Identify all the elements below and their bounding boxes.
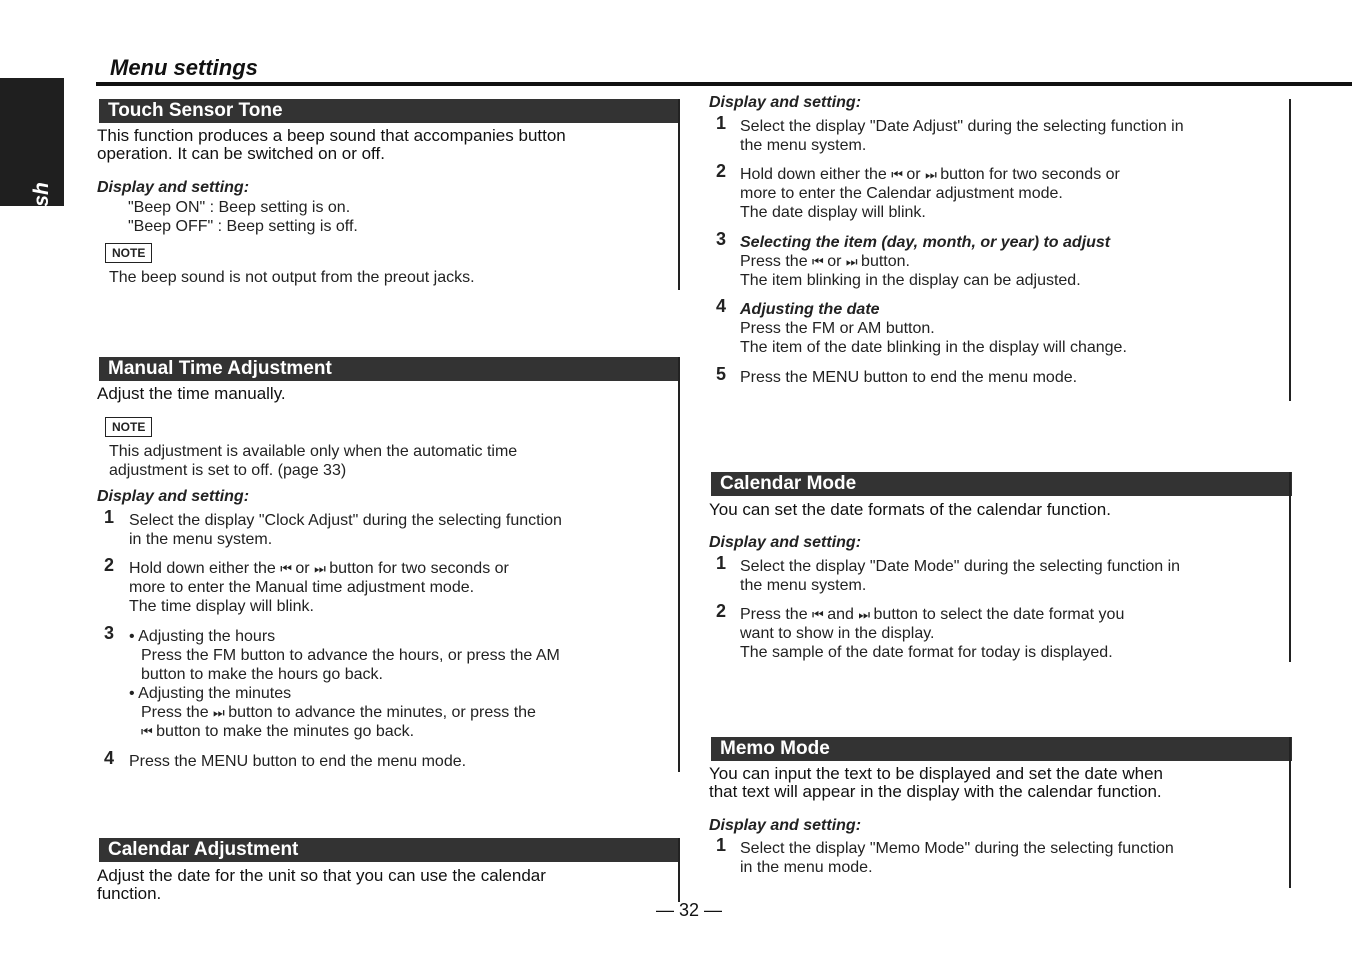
step-number: 1 xyxy=(716,553,727,573)
column-rule xyxy=(678,357,680,772)
page-title: Menu settings xyxy=(110,55,258,80)
column-rule xyxy=(678,838,680,902)
step-number: 2 xyxy=(716,161,727,181)
step-number: 4 xyxy=(716,296,727,316)
section-header-calendar-mode: Calendar Mode xyxy=(711,472,1292,496)
prev-track-icon: ⏮ xyxy=(141,724,152,739)
section-header-calendar-adjustment: Calendar Adjustment xyxy=(99,838,680,862)
step-number: 5 xyxy=(716,364,727,384)
next-track-icon: ⏭ xyxy=(213,705,224,720)
next-track-icon: ⏭ xyxy=(845,254,857,269)
note-badge: NOTE xyxy=(105,417,152,437)
step-number: 1 xyxy=(716,835,727,855)
step-number: 4 xyxy=(104,748,115,768)
manual-step-2: Hold down either the ⏮ or ⏭ button for two seconds or more to enter the Manual time adjustment mode. The time display will blink. xyxy=(129,560,509,615)
calendar-step-4: Adjusting the date Press the FM or AM button. The item of the date blinking in the display will change. xyxy=(740,301,1127,356)
manual-step-4: Press the MENU button to end the menu mode. xyxy=(129,753,467,770)
next-track-icon: ⏭ xyxy=(858,607,870,622)
memo-mode-step-1: Select the display "Memo Mode" during the selecting function in the menu mode. xyxy=(740,840,1174,876)
manual-note-text: This adjustment is available only when the automatic time adjustment is set to off. (page 33) xyxy=(109,443,518,479)
calendar-step-3: Selecting the item (day, month, or year) to adjust Press the ⏮ or ⏭ button. The item blinking in the display can be adjusted. xyxy=(740,234,1111,289)
calendar-mode-step-2: Press the ⏮ and ⏭ button to select the date format you want to show in the display. The sample of the date format for today is displayed. xyxy=(740,606,1125,661)
language-label: English xyxy=(30,182,53,258)
calendar-step-5: Press the MENU button to end the menu mode. xyxy=(740,369,1078,386)
next-track-icon: ⏭ xyxy=(314,561,325,576)
touch-description: This function produces a beep sound that accompanies button operation. It can be switched on or off. xyxy=(97,126,566,163)
step-number: 2 xyxy=(104,555,115,575)
memo-mode-description: You can input the text to be displayed and set the date when that text will appear in the display with the calendar function. xyxy=(709,764,1163,801)
display-setting-heading: Display and setting: xyxy=(709,94,862,111)
calendar-mode-step-1: Select the display "Date Mode" during the selecting function in the menu system. xyxy=(740,558,1181,594)
step-number: 1 xyxy=(104,507,115,527)
prev-track-icon: ⏮ xyxy=(812,607,823,622)
prev-track-icon: ⏮ xyxy=(812,254,823,269)
column-rule xyxy=(678,99,680,290)
prev-track-icon: ⏮ xyxy=(280,561,291,576)
beep-settings: "Beep ON" : Beep setting is on. "Beep OFF" : Beep setting is off. xyxy=(128,199,358,235)
manual-step-1: Select the display "Clock Adjust" during the selecting function in the menu system. xyxy=(129,512,562,548)
next-track-icon: ⏭ xyxy=(925,167,936,182)
section-header-memo-mode: Memo Mode xyxy=(711,737,1292,761)
calendar-mode-description: You can set the date formats of the calendar function. xyxy=(709,500,1111,519)
calendar-adjustment-description: Adjust the date for the unit so that you can use the calendar function. xyxy=(97,866,546,903)
touch-note-text: The beep sound is not output from the preout jacks. xyxy=(109,269,475,286)
step-number: 3 xyxy=(716,229,727,249)
note-badge: NOTE xyxy=(105,243,152,263)
manual-description: Adjust the time manually. xyxy=(97,384,286,403)
column-rule xyxy=(1289,737,1291,888)
calendar-step-2: Hold down either the ⏮ or ⏭ button for two seconds or more to enter the Calendar adjustment mode. The date display will blink. xyxy=(740,166,1120,221)
step-number: 1 xyxy=(716,113,727,133)
column-rule xyxy=(1289,99,1291,401)
page-number: — 32 — xyxy=(656,900,723,920)
display-setting-heading: Display and setting: xyxy=(709,534,862,551)
display-setting-heading: Display and setting: xyxy=(97,488,250,505)
section-header-manual-time: Manual Time Adjustment xyxy=(99,357,680,381)
step-number: 2 xyxy=(716,601,727,621)
display-setting-heading: Display and setting: xyxy=(97,179,250,196)
display-setting-heading: Display and setting: xyxy=(709,817,862,834)
step-number: 3 xyxy=(104,623,115,643)
section-header-touch-sensor-tone: Touch Sensor Tone xyxy=(99,99,680,123)
manual-step-3: • Adjusting the hours Press the FM button to advance the hours, or press the AM button to make the hours go back. • Adjusting the minutes Press the ⏭ button to advance the minutes, or press the ⏮ button to make the minutes go back. xyxy=(129,628,560,740)
prev-track-icon: ⏮ xyxy=(891,167,902,182)
calendar-step-1: Select the display "Date Adjust" during the selecting function in the menu system. xyxy=(740,118,1184,154)
language-tab xyxy=(0,78,64,258)
title-rule xyxy=(96,82,1352,86)
column-rule xyxy=(1289,472,1291,662)
